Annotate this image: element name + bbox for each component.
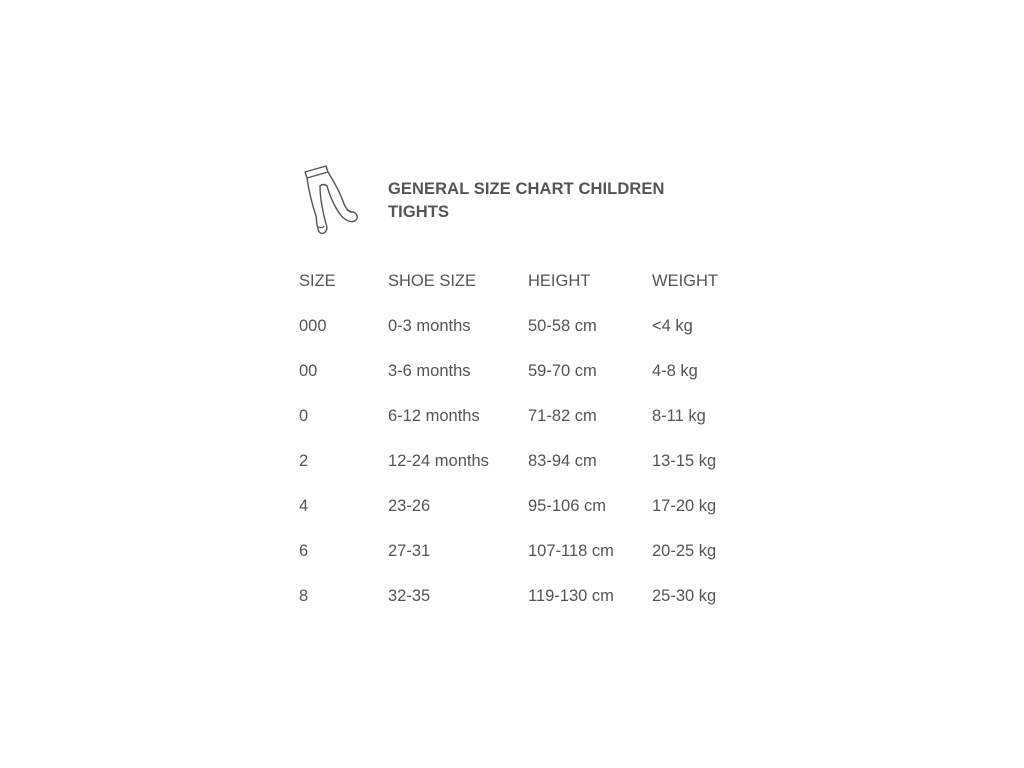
cell-weight: 25-30 kg (652, 587, 717, 605)
cell-shoe-size: 23-26 (388, 497, 431, 515)
cell-height: 59-70 cm (528, 362, 597, 380)
cell-height: 119-130 cm (528, 587, 614, 605)
cell-size: 6 (299, 542, 309, 560)
cell-shoe-size: 0-3 months (388, 317, 471, 335)
table-row (299, 484, 742, 529)
table-header-row (299, 259, 742, 304)
cell-height: 50-58 cm (528, 317, 597, 335)
cell-shoe-size: 6-12 months (388, 407, 480, 425)
chart-title-line2: TIGHTS (388, 203, 450, 221)
cell-shoe-size: 3-6 months (388, 362, 471, 380)
cell-height: 71-82 cm (528, 407, 597, 425)
table-row (299, 394, 742, 439)
table-row (299, 574, 742, 619)
cell-size: 00 (299, 362, 318, 380)
cell-weight: 17-20 kg (652, 497, 717, 515)
cell-shoe-size: 12-24 months (388, 452, 489, 470)
cell-size: 4 (299, 497, 309, 515)
cell-shoe-size: 27-31 (388, 542, 431, 560)
header-weight: WEIGHT (652, 272, 718, 290)
cell-weight: 13-15 kg (652, 452, 717, 470)
cell-weight: 8-11 kg (652, 407, 706, 425)
cell-height: 95-106 cm (528, 497, 606, 515)
cell-weight: 20-25 kg (652, 542, 717, 560)
cell-size: 000 (299, 317, 327, 335)
table-row (299, 304, 742, 349)
chart-title (388, 178, 688, 224)
tights-icon (300, 164, 362, 238)
table-row (299, 439, 742, 484)
cell-size: 0 (299, 407, 309, 425)
chart-title-line1: GENERAL SIZE CHART CHILDREN (388, 180, 665, 198)
cell-height: 107-118 cm (528, 542, 614, 560)
table-row (299, 529, 742, 574)
cell-weight: <4 kg (652, 317, 693, 335)
header-size: SIZE (299, 272, 336, 290)
table-row (299, 349, 742, 394)
cell-height: 83-94 cm (528, 452, 597, 470)
cell-size: 2 (299, 452, 309, 470)
header-shoe-size: SHOE SIZE (388, 272, 477, 290)
header-height: HEIGHT (528, 272, 591, 290)
cell-shoe-size: 32-35 (388, 587, 431, 605)
cell-size: 8 (299, 587, 309, 605)
size-table (299, 259, 742, 619)
cell-weight: 4-8 kg (652, 362, 698, 380)
